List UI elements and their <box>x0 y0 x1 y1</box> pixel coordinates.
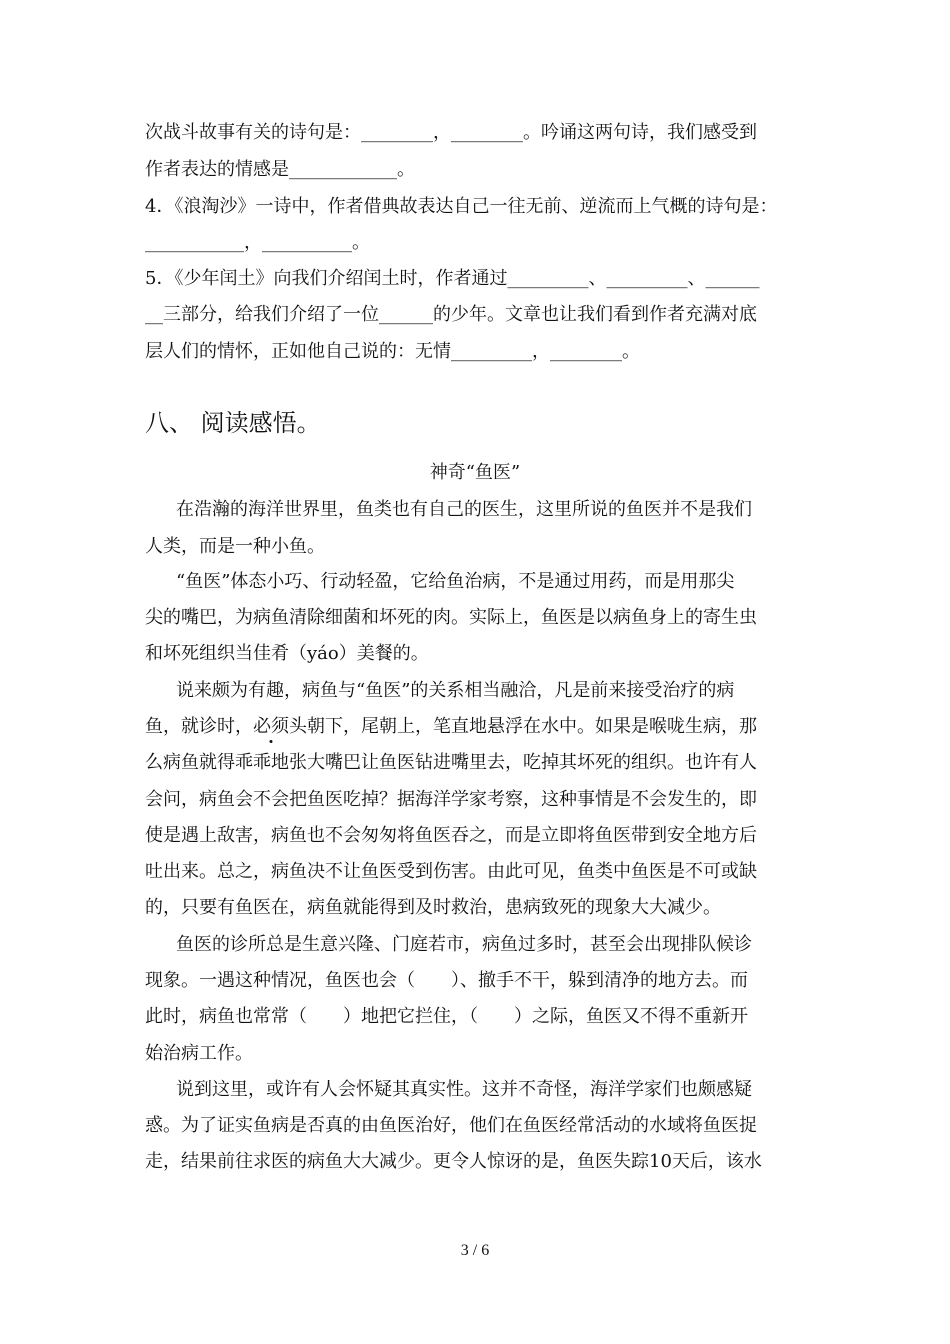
article-line: 会问，病鱼会不会把鱼医吃掉？据海洋学家考察，这种事情是不会发生的，即 <box>145 789 757 810</box>
article-line: 始治病工作。 <box>145 1043 253 1064</box>
article-line: 在浩瀚的海洋世界里，鱼类也有自己的医生，这里所说的鱼医并不是我们 <box>176 499 752 520</box>
article-line: 吐出来。总之，病鱼决不让鱼医受到伤害。由此可见，鱼类中鱼医是不可或缺 <box>145 861 757 882</box>
question-line-7: 层人们的情怀，正如他自己说的：无情_________，________。 <box>145 341 640 362</box>
article-line: 人类，而是一种小鱼。 <box>145 536 325 557</box>
question-line-2: 作者表达的情感是____________。 <box>145 159 415 180</box>
article-line: 说到这里，或许有人会怀疑其真实性。这并不奇怪，海洋学家们也颇感疑 <box>176 1079 752 1100</box>
emphasized-word: 必须 <box>253 716 289 737</box>
article-line: 鱼医的诊所总是生意兴隆、门庭若市，病鱼过多时，甚至会出现排队候诊 <box>176 934 752 955</box>
question-line-1: 次战斗故事有关的诗句是：________，________。吟诵这两句诗，我们感受到 <box>145 122 757 143</box>
article-line: 的，只要有鱼医在，病鱼就能得到及时救治，患病致死的现象大大减少。 <box>145 897 721 918</box>
question-line-3: 4．《浪淘沙》一诗中，作者借典故表达自己一往无前、逆流而上气概的诗句是： <box>145 196 778 217</box>
section-heading: 八、 阅读感悟。 <box>145 409 321 437</box>
article-line: “鱼医”体态小巧、行动轻盈，它给鱼治病，不是通过用药，而是用那尖 <box>176 571 735 592</box>
article-text: 鱼，就诊时， <box>145 716 253 737</box>
page-number: 3 / 6 <box>460 1242 490 1259</box>
article-line: 么病鱼就得乖乖地张大嘴巴让鱼医钻进嘴里去，吃掉其坏死的组织。也许有人 <box>145 752 757 773</box>
article-line: 说来颇为有趣，病鱼与“鱼医”的关系相当融洽，凡是前来接受治疗的病 <box>176 680 735 701</box>
article-line: 现象。一遇这种情况，鱼医也会（ ）、撤手不干，躲到清净的地方去。而 <box>145 970 748 991</box>
article-line <box>145 715 757 739</box>
article-title: 神奇“鱼医” <box>429 462 521 483</box>
article-text: 头朝下，尾朝上，笔直地悬浮在水中。如果是喉咙生病，那 <box>289 716 757 737</box>
article-line: 走，结果前往求医的病鱼大大减少。更令人惊讶的是，鱼医失踪10天后，该水 <box>145 1151 762 1172</box>
article-line: 惑。为了证实鱼病是否真的由鱼医治好，他们在鱼医经常活动的水域将鱼医捉 <box>145 1115 757 1136</box>
article-line: 和坏死组织当佳肴（yáo）美餐的。 <box>145 643 429 664</box>
question-line-4: ___________，__________。 <box>145 232 370 253</box>
question-line-5: 5．《少年闰土》向我们介绍闰土时，作者通过_________、_________、______ <box>145 268 760 289</box>
article-line: 此时，病鱼也常常（ ）地把它拦住，（ ）之际，鱼医又不得不重新开 <box>145 1006 748 1027</box>
article-line: 尖的嘴巴，为病鱼清除细菌和坏死的肉。实际上，鱼医是以病鱼身上的寄生虫 <box>145 607 757 628</box>
question-line-6: __三部分，给我们介绍了一位______的少年。文章也让我们看到作者充满对底 <box>145 304 757 325</box>
article-line: 使是遇上敌害，病鱼也不会匆匆将鱼医吞之，而是立即将鱼医带到安全地方后 <box>145 825 757 846</box>
